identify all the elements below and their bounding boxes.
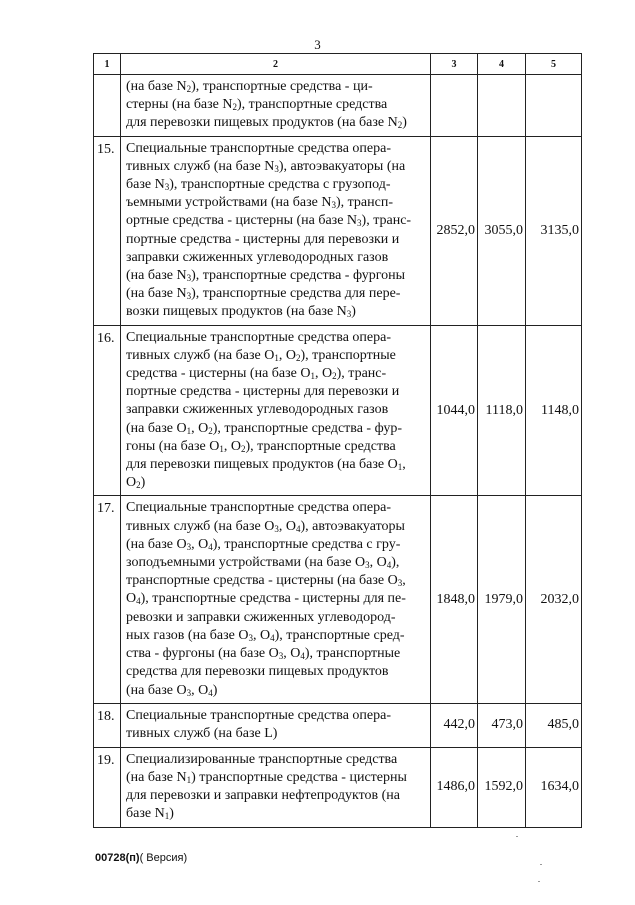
row-description bbox=[121, 747, 431, 827]
table-row bbox=[94, 747, 582, 827]
table-body bbox=[94, 75, 582, 828]
description-line: тивных служб (на базе $O_3$, $O_4$), автоэвакуаторы bbox=[126, 518, 405, 534]
value-col3 bbox=[431, 75, 478, 137]
header-col-3: 3 bbox=[431, 54, 478, 75]
description-line: тивных служб (на базе $N_3$), автоэвакуаторы (на bbox=[126, 158, 406, 174]
row-number: 18. bbox=[94, 703, 121, 747]
description-line: базе $N_1$) bbox=[126, 806, 174, 822]
description-line: (на базе $O_3$, $O_4$), транспортные средства с гру- bbox=[126, 536, 401, 552]
description-line: Специализированные транспортные средства bbox=[126, 751, 398, 767]
description-line: стерны (на базе $N_2$), транспортные средства bbox=[126, 97, 388, 113]
description-line: ства - фургоны (на базе $O_3$, $O_4$), транспортные bbox=[126, 646, 401, 662]
description-line: портные средства - цистерны для перевозки и bbox=[126, 384, 400, 400]
row-description bbox=[121, 703, 431, 747]
value-col4: 3055,0 bbox=[478, 136, 526, 325]
table-row bbox=[94, 136, 582, 325]
header-col-5: 5 bbox=[526, 54, 582, 75]
description-line: (на базе $O_1$, $O_2$), транспортные средства - фур- bbox=[126, 420, 402, 436]
table-row bbox=[94, 703, 582, 747]
scan-speck bbox=[540, 864, 542, 865]
description-line: ных газов (на базе $O_3$, $O_4$), транспортные сред- bbox=[126, 627, 405, 643]
description-line: зоподъемными устройствами (на базе $O_3$, $O_4$), bbox=[126, 555, 400, 571]
header-col-1: 1 bbox=[94, 54, 121, 75]
value-col5: 1634,0 bbox=[526, 747, 582, 827]
description-line: Специальные транспортные средства опера- bbox=[126, 708, 392, 723]
description-line: средства - цистерны (на базе $O_1$, $O_2$), транс- bbox=[126, 366, 387, 382]
document-footer bbox=[95, 852, 187, 864]
description-line: Специальные транспортные средства опера- bbox=[126, 140, 392, 156]
description-line: возки пищевых продуктов (на базе $N_3$) bbox=[126, 304, 356, 320]
row-number: 17. bbox=[94, 496, 121, 703]
description-line: Специальные транспортные средства опера- bbox=[126, 500, 392, 516]
description-line: ревозки и заправки сжиженных углеводород- bbox=[126, 609, 396, 625]
value-col5: 485,0 bbox=[526, 703, 582, 747]
value-col3: 2852,0 bbox=[431, 136, 478, 325]
document-code: 00728(п) bbox=[95, 852, 140, 864]
value-col5 bbox=[526, 75, 582, 137]
scan-speck bbox=[516, 836, 518, 837]
page-number: 3 bbox=[314, 37, 321, 52]
description-line: для перевозки пищевых продуктов (на базе $O_1$, bbox=[126, 457, 406, 473]
value-col3: 1486,0 bbox=[431, 747, 478, 827]
row-description bbox=[121, 75, 431, 137]
description-line: базе $N_3$), транспортные средства с грузопод- bbox=[126, 177, 391, 193]
row-number: 16. bbox=[94, 325, 121, 496]
scan-speck bbox=[538, 881, 540, 882]
description-line: заправки сжиженных углеводородных газов bbox=[126, 402, 389, 418]
value-col3: 442,0 bbox=[431, 703, 478, 747]
value-col5: 1148,0 bbox=[526, 325, 582, 496]
description-line: (на базе $N_1$) транспортные средства - цистерны bbox=[126, 769, 407, 785]
document-version: ( Версия) bbox=[139, 852, 188, 864]
description-line: для перевозки и заправки нефтепродуктов (на bbox=[126, 788, 400, 804]
row-description bbox=[121, 136, 431, 325]
description-line: транспортные средства - цистерны (на базе $O_3$, bbox=[126, 573, 406, 589]
table-row bbox=[94, 496, 582, 703]
description-line: $O_4$), транспортные средства - цистерны для пе- bbox=[126, 591, 406, 607]
description-line: ортные средства - цистерны (на базе $N_3$), транс- bbox=[126, 213, 412, 229]
description-line: средства для перевозки пищевых продуктов bbox=[126, 664, 389, 680]
row-number: 15. bbox=[94, 136, 121, 325]
value-col3: 1044,0 bbox=[431, 325, 478, 496]
row-description bbox=[121, 325, 431, 496]
description-line: Специальные транспортные средства опера- bbox=[126, 329, 392, 345]
description-line: (на базе $N_3$), транспортные средства для пере- bbox=[126, 286, 401, 302]
description-line: гоны (на базе $O_1$, $O_2$), транспортные средства bbox=[126, 438, 396, 454]
value-col4: 1592,0 bbox=[478, 747, 526, 827]
table-row bbox=[94, 75, 582, 137]
header-col-2: 2 bbox=[121, 54, 431, 75]
description-line: (на базе $N_3$), транспортные средства - фургоны bbox=[126, 268, 405, 284]
table-row bbox=[94, 325, 582, 496]
description-line: тивных служб (на базе L) bbox=[126, 726, 278, 742]
description-line: для перевозки пищевых продуктов (на базе $N_2$) bbox=[126, 115, 407, 131]
description-line: $O_2$) bbox=[126, 475, 146, 491]
value-col5: 3135,0 bbox=[526, 136, 582, 325]
row-number bbox=[94, 75, 121, 137]
description-line: тивных служб (на базе $O_1$, $O_2$), транспортные bbox=[126, 347, 396, 363]
value-col4: 1979,0 bbox=[478, 496, 526, 703]
row-number: 19. bbox=[94, 747, 121, 827]
row-description bbox=[121, 496, 431, 703]
table-header-row bbox=[94, 54, 582, 75]
value-col5: 2032,0 bbox=[526, 496, 582, 703]
description-line: портные средства - цистерны для перевозки и bbox=[126, 231, 400, 247]
value-col3: 1848,0 bbox=[431, 496, 478, 703]
value-col4: 1118,0 bbox=[478, 325, 526, 496]
value-col4: 473,0 bbox=[478, 703, 526, 747]
value-col4 bbox=[478, 75, 526, 137]
tariff-table bbox=[93, 53, 582, 828]
description-line: (на базе $O_3$, $O_4$) bbox=[126, 682, 218, 698]
description-line: ъемными устройствами (на базе $N_3$), трансп- bbox=[126, 195, 393, 211]
description-line: (на базе $N_2$), транспортные средства - ци- bbox=[126, 79, 373, 94]
description-line: заправки сжиженных углеводородных газов bbox=[126, 249, 389, 265]
header-col-4: 4 bbox=[478, 54, 526, 75]
